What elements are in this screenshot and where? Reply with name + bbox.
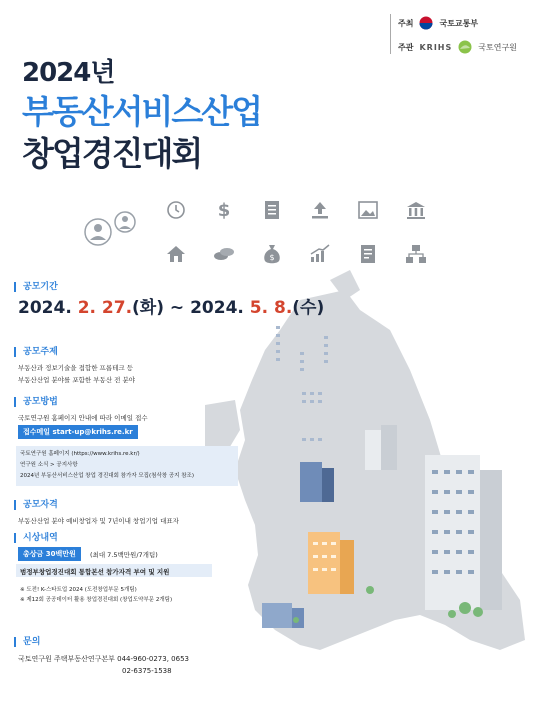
email-badge[interactable]: 접수메일 start-up@krihs.re.kr — [18, 425, 138, 439]
sponsor-divider — [390, 14, 391, 54]
period-start-date: 2. 27. — [77, 298, 133, 318]
qualification-label: 공모자격 — [14, 500, 58, 510]
theme-label: 공모주제 — [14, 347, 58, 357]
people-icons — [85, 212, 135, 245]
prize-note-2: ※ 제12회 공공데이터 활용 창업경진대회 (창업도약부문 2개팀) — [20, 597, 173, 603]
coins-icon — [208, 240, 240, 268]
title-sub: 창업경진대회 — [22, 134, 202, 173]
period-end-day: (수) — [292, 298, 325, 318]
title-main: 부동산서비스산업 — [22, 92, 262, 131]
method-box-line-3: 2024년 부동산서비스산업 창업 경진대회 참가자 모집(첨삭창 공지 참조) — [20, 473, 194, 479]
prize-special: 범정부창업경진대회 통합본선 참가자격 부여 및 지원 — [20, 568, 170, 576]
money-bag-icon — [256, 240, 288, 268]
host-name: 국토교통부 — [439, 18, 479, 28]
host-row — [398, 16, 478, 30]
prize-detail: (최대 7.5백만원/7개팀) — [90, 551, 158, 559]
clock-icon — [160, 196, 192, 224]
period-separator: ~ 2024. — [164, 298, 250, 318]
contact-line-1: 국토연구원 주택부동산연구본부 044-960-0273, 0653 — [18, 655, 189, 663]
growth-chart-icon — [304, 240, 336, 268]
period-label: 공모기간 — [14, 282, 58, 292]
period-end-date: 5. 8. — [249, 298, 293, 318]
dollar-icon: $ — [217, 199, 231, 221]
prize-note-1: ※ 도전! K-스타트업 2024 (도전창업부문 5개팀) — [20, 587, 137, 593]
contact-label: 문의 — [14, 637, 40, 647]
image-icon — [352, 196, 384, 224]
icon-row-1 — [160, 196, 432, 224]
report-icon — [352, 240, 384, 268]
qualification-line-1: 부동산산업 분야 예비창업자 및 7년이내 창업기업 대표자 — [18, 517, 179, 525]
host-label: 주최 — [398, 18, 414, 28]
method-box-line-1[interactable]: 국토연구원 홈페이지 (https://www.krihs.re.kr/) — [20, 451, 140, 457]
orange-building-illustration — [308, 532, 354, 594]
method-box-line-2: 연구원 소식 > 공지사항 — [20, 462, 78, 468]
government-emblem-icon — [419, 16, 433, 30]
method-line-1: 국토연구원 홈페이지 안내에 따라 이메일 접수 — [18, 414, 148, 422]
document-icon — [256, 196, 288, 224]
bank-icon — [400, 196, 432, 224]
period-start-day: (화) — [132, 298, 164, 318]
period-dates — [18, 293, 324, 318]
svg-text:$: $ — [269, 253, 275, 262]
network-icon — [400, 240, 432, 268]
upload-icon — [304, 196, 336, 224]
organizer-brand: KRIHS — [419, 42, 453, 52]
method-label: 공모방법 — [14, 397, 58, 407]
prize-badge: 총상금 30백만원 — [18, 547, 81, 561]
house-icon — [160, 240, 192, 268]
title-year: 2024년 — [22, 58, 115, 88]
theme-line-2: 부동산산업 분야를 포함한 부동산 전 분야 — [18, 376, 136, 384]
organizer-name: 국토연구원 — [478, 42, 517, 52]
tall-building-illustration — [425, 455, 502, 610]
period-start-year: 2024. — [18, 298, 78, 318]
krihs-logo-icon — [458, 40, 472, 54]
contact-line-2: 02-6375-1538 — [122, 667, 172, 675]
theme-line-1: 부동산과 정보기술을 접합한 프롭테크 등 — [18, 364, 134, 372]
organizer-row — [398, 40, 517, 54]
prize-label: 시상내역 — [14, 533, 58, 543]
icon-row-2 — [160, 240, 432, 268]
organizer-label: 주관 — [398, 42, 414, 52]
